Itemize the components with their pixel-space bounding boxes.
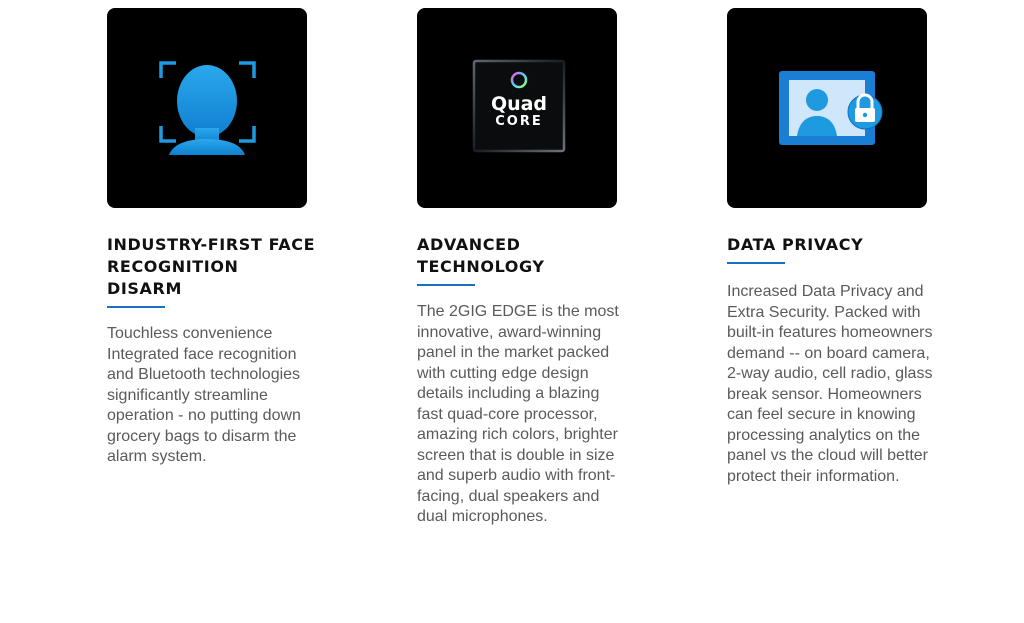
chip-label-core: CORE xyxy=(495,114,543,129)
feature-title: ADVANCED TECHNOLOGY xyxy=(417,235,545,276)
face-recognition-icon xyxy=(107,8,307,208)
secure-profile-lock-icon xyxy=(727,8,927,208)
quad-core-chip-icon xyxy=(417,8,617,208)
title-underline xyxy=(107,306,165,308)
feature-title: DATA PRIVACY xyxy=(727,235,864,254)
title-underline xyxy=(727,262,785,264)
feature-card-face-recognition xyxy=(107,8,317,468)
feature-title: INDUSTRY-FIRST FACE RECOGNITION DISARM xyxy=(107,235,316,298)
feature-card-data-privacy xyxy=(727,8,937,487)
feature-tile xyxy=(417,8,617,208)
feature-description: The 2GIG EDGE is the most innovative, award-winning panel in the market packed with cutting edge design details including a blazing fast quad-core processor, amazing rich colors, brighter screen that is double in size and superb audio with front-facing, dual speakers and dual microphones. xyxy=(417,303,619,525)
feature-description: Touchless convenience Integrated face recognition and Bluetooth technologies significantly streamline operation - no putting down grocery bags to disarm the alarm system. xyxy=(107,325,301,465)
title-underline xyxy=(417,284,475,286)
feature-card-advanced-technology xyxy=(417,8,627,528)
chip-label-quad: Quad xyxy=(490,93,548,115)
feature-tile xyxy=(727,8,927,208)
feature-description: Increased Data Privacy and Extra Security. Packed with built-in features homeowners demand -- on board camera, 2-way audio, cell radio, glass break sensor. Homeowners can feel secure in knowing processing analytics on the panel vs the cloud will better protect their information. xyxy=(727,283,933,485)
feature-tile xyxy=(107,8,307,208)
